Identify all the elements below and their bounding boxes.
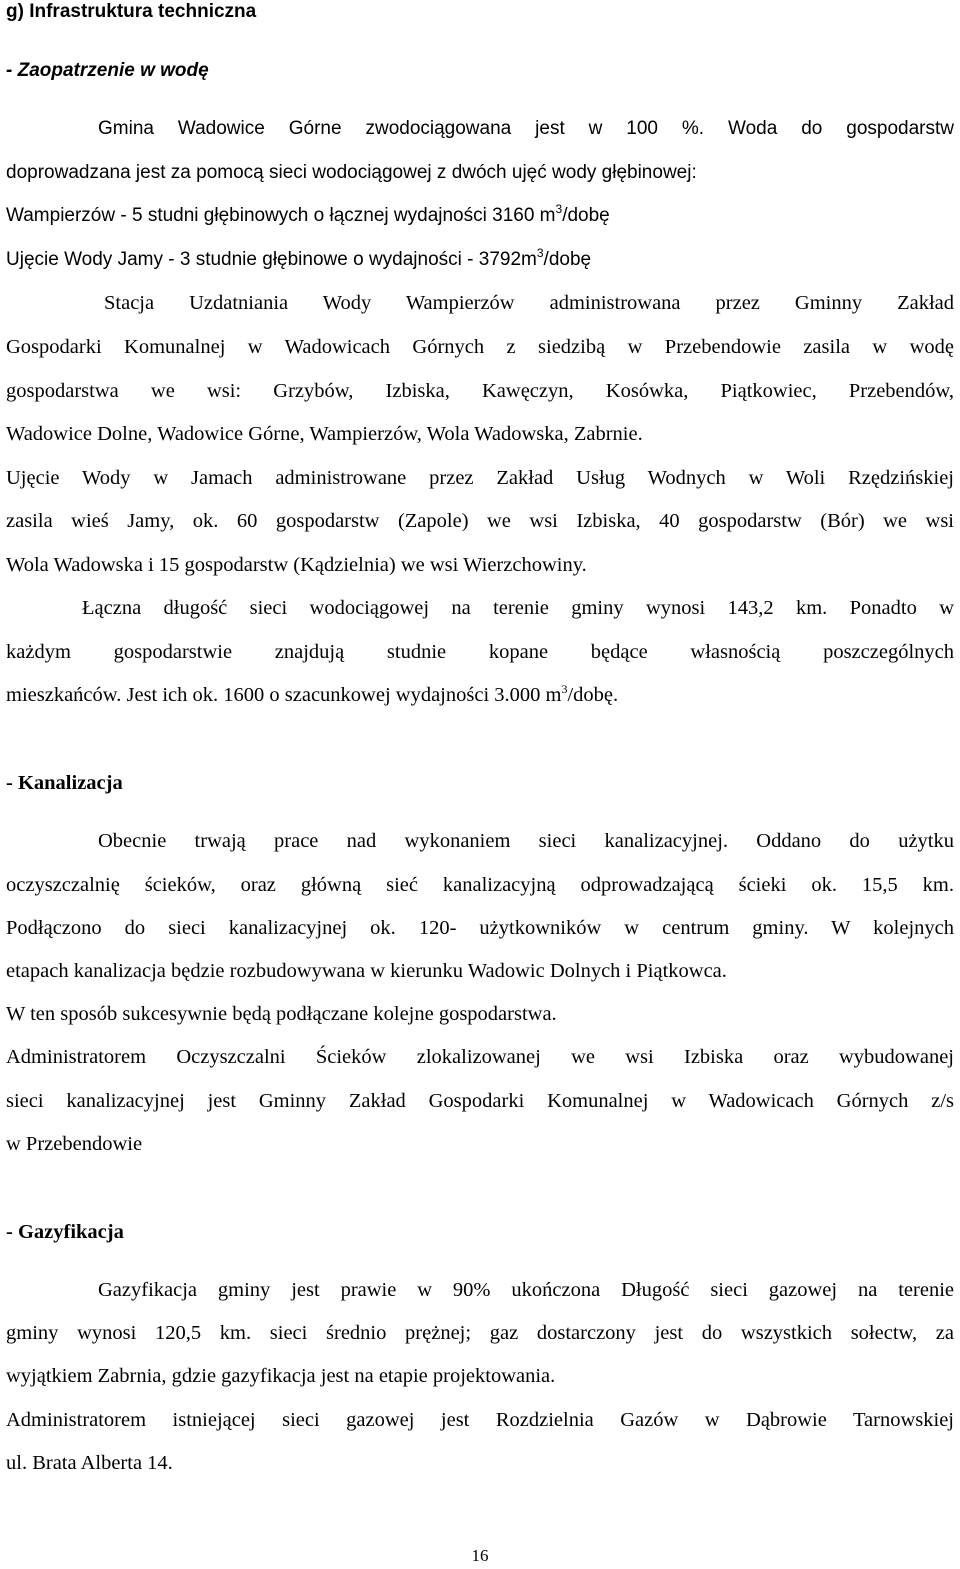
gas-subheading: - Gazyfikacja (6, 1221, 124, 1243)
paragraph-line: zasila wieś Jamy, ok. 60 gospodarstw (Zapole) we wsi Izbiska, 40 gospodarstw (Bór) we wsi (6, 510, 954, 532)
paragraph-line: Stacja Uzdatniania Wody Wampierzów administrowana przez Gminny Zakład (104, 292, 954, 314)
paragraph-line: gminy wynosi 120,5 km. sieci średnio prężnej; gaz dostarczony jest do wszystkich sołectw, za (6, 1322, 954, 1344)
paragraph-line: etapach kanalizacja będzie rozbudowywana w kierunku Wadowic Dolnych i Piątkowca. (6, 960, 727, 982)
paragraph-line: W ten sposób sukcesywnie będą podłączane kolejne gospodarstwa. (6, 1003, 557, 1025)
paragraph-line: Gospodarki Komunalnej w Wadowicach Górnych z siedzibą w Przebendowie zasila w wodę (6, 336, 954, 358)
sewage-subheading: - Kanalizacja (6, 772, 123, 794)
paragraph-line: Wampierzów - 5 studni głębinowych o łącznej wydajności 3160 $m^3$/dobę (6, 202, 610, 226)
paragraph-line: Ujęcie Wody Jamy - 3 studnie głębinowe o wydajności - $3792m^3$/dobę (6, 246, 592, 270)
paragraph-line: oczyszczalnię ścieków, oraz główną sieć kanalizacyjną odprowadzającą ścieki ok. 15,5 km. (6, 874, 954, 896)
paragraph-line: gospodarstwa we wsi: Grzybów, Izbiska, Kawęczyn, Kosówka, Piątkowiec, Przebendów, (6, 380, 954, 402)
paragraph-line: Obecnie trwają prace nad wykonaniem sieci kanalizacyjnej. Oddano do użytku (98, 830, 954, 852)
paragraph-line: doprowadzana jest za pomocą sieci wodociągowej z dwóch ujęć wody głębinowej: (6, 162, 697, 183)
paragraph-line: mieszkańców. Jest ich ok. 1600 o szacunkowej wydajności 3.000 $m^3$/dobę. (6, 682, 619, 706)
paragraph-line: Gmina Wadowice Górne zwodociągowana jest w 100 %. Woda do gospodarstw (98, 118, 954, 139)
paragraph-line: Podłączono do sieci kanalizacyjnej ok. 120- użytkowników w centrum gminy. W kolejnych (6, 917, 954, 939)
paragraph-line: w Przebendowie (6, 1133, 143, 1155)
water-subheading: - Zaopatrzenie w wodę (6, 60, 209, 81)
paragraph-line: Wola Wadowska i 15 gospodarstw (Kądzielnia) we wsi Wierzchowiny. (6, 554, 587, 576)
paragraph-line: Wadowice Dolne, Wadowice Górne, Wampierzów, Wola Wadowska, Zabrnie. (6, 423, 643, 445)
paragraph-line: każdym gospodarstwie znajdują studnie kopane będące własnością poszczególnych (6, 641, 954, 663)
page-number: 16 (471, 1546, 489, 1565)
paragraph-line: wyjątkiem Zabrnia, gdzie gazyfikacja jest na etapie projektowania. (6, 1365, 556, 1387)
paragraph-line: Gazyfikacja gminy jest prawie w 90% ukończona Długość sieci gazowej na terenie (98, 1279, 954, 1301)
paragraph-line: Łączna długość sieci wodociągowej na terenie gminy wynosi 143,2 km. Ponadto w (82, 597, 954, 619)
paragraph-line: Administratorem istniejącej sieci gazowej jest Rozdzielnia Gazów w Dąbrowie Tarnowskiej (6, 1409, 954, 1431)
section-heading: g) Infrastruktura techniczna (6, 1, 257, 22)
paragraph-line: sieci kanalizacyjnej jest Gminny Zakład Gospodarki Komunalnej w Wadowicach Górnych z/s (6, 1090, 954, 1112)
paragraph-line: Administratorem Oczyszczalni Ścieków zlokalizowanej we wsi Izbiska oraz wybudowanej (6, 1046, 954, 1068)
paragraph-line: Ujęcie Wody w Jamach administrowane przez Zakład Usług Wodnych w Woli Rzędzińskiej (6, 467, 954, 489)
paragraph-line: ul. Brata Alberta 14. (6, 1452, 173, 1474)
